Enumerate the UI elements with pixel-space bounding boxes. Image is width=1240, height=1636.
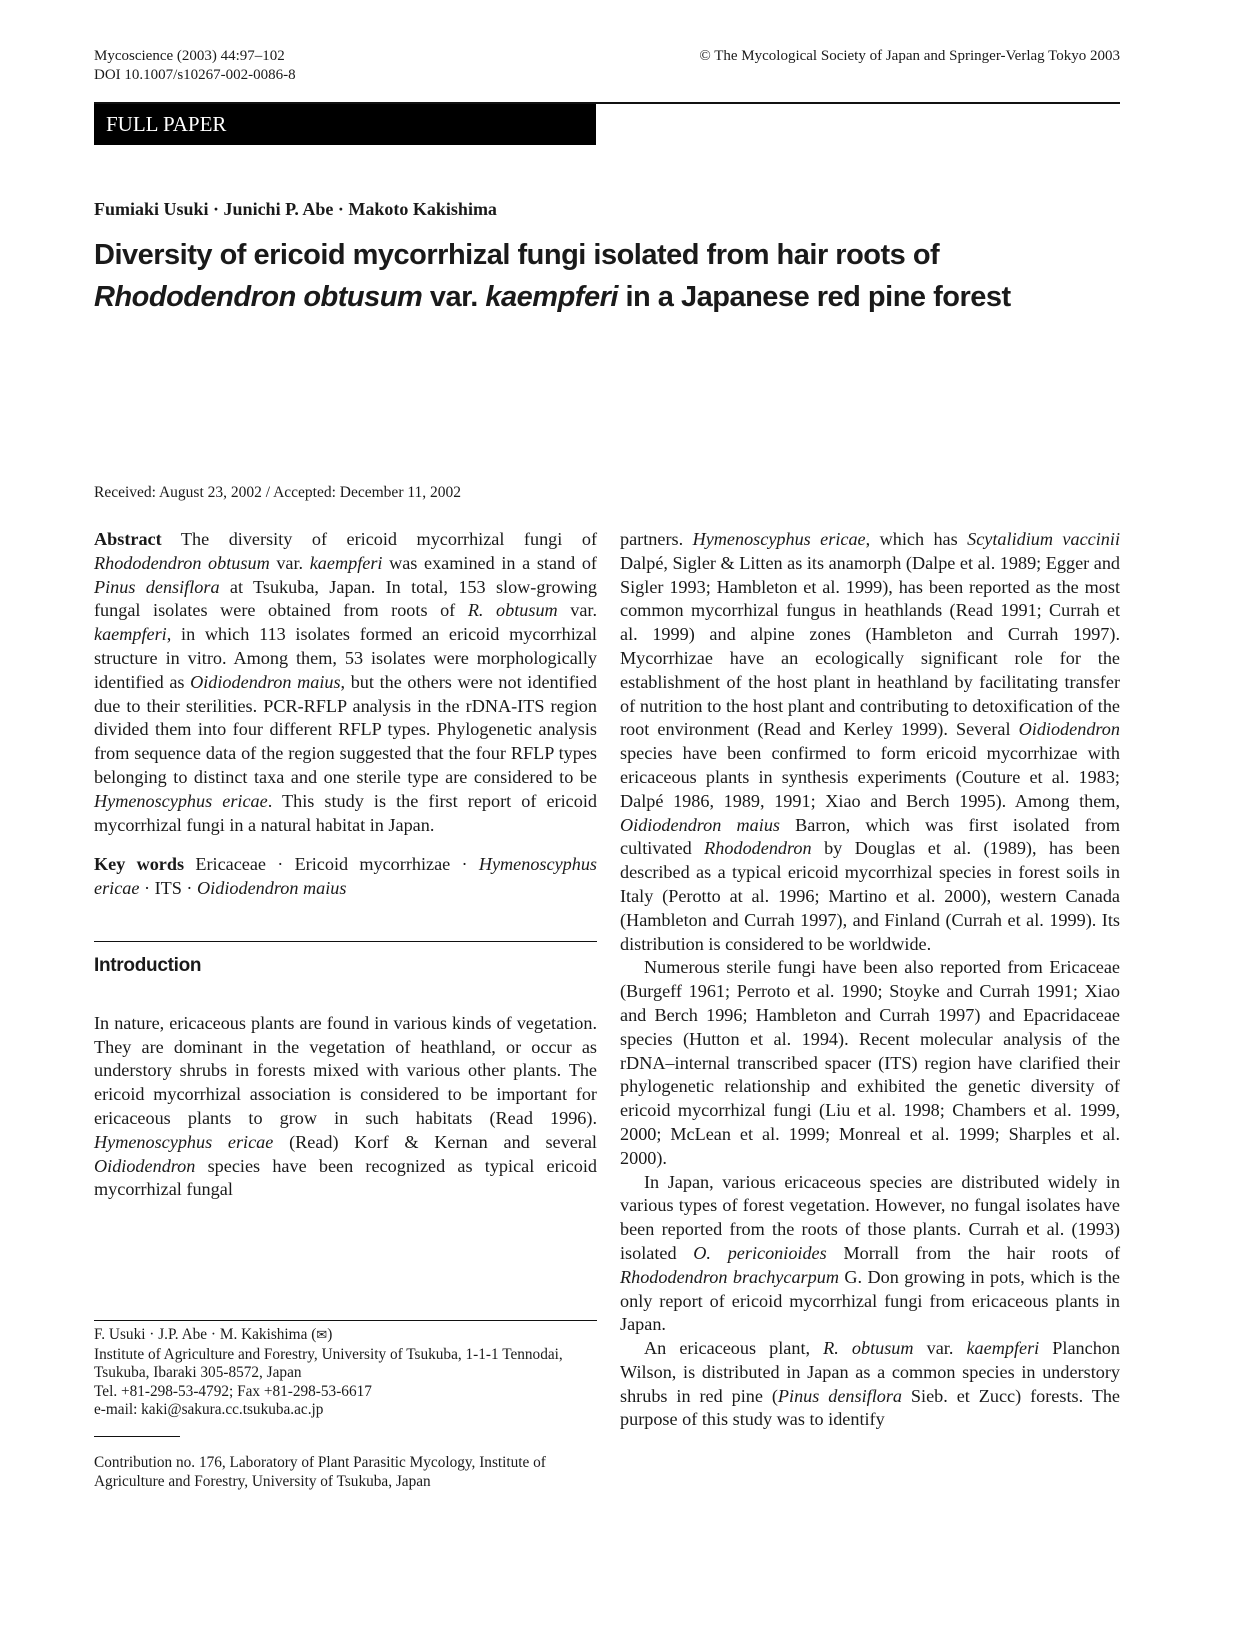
footnote-rule xyxy=(94,1320,597,1321)
contribution-note: Contribution no. 176, Laboratory of Plant Parasitic Mycology, Institute of Agriculture and Forestry, University of Tsukuba, Japan xyxy=(94,1454,546,1490)
affiliation-email[interactable]: e-mail: kaki@sakura.cc.tsukuba.ac.jp xyxy=(94,1401,324,1418)
intro-paragraph-1: In nature, ericaceous plants are found in various kinds of vegetation. They are dominant in the vegetation of heathland, or occur as understory shrubs in forests mixed with various other plants. The ericoid mycorrhizal association is considered to be important for ericaceous plants to grow in such habitats (Read 1996). Hymenoscyphus ericae (Read) Korf & Kernan and several Oidiodendron species have been recognized as typical ericoid mycorrhizal fungal xyxy=(94,1012,597,1200)
paper-title xyxy=(94,234,1124,318)
title-line-2 xyxy=(94,276,1124,318)
author-affiliation xyxy=(94,1326,597,1420)
intro-paragraph-4: An ericaceous plant, R. obtusum var. kaempferi Planchon Wilson, is distributed in Japan as a common species in understory shrubs in red pine (Pinus densiflora Sieb. et Zucc) forests. The purpose of this study was to identify xyxy=(620,1338,1120,1430)
intro-paragraph-2: Numerous sterile fungi have been also reported from Ericaceae (Burgeff 1961; Perroto et al. 1990; Stoyke and Currah 1991; Xiao and Berch 1996; Hambleton and Currah 1997) and Epacridaceae species (Hutton et al. 1994). Recent molecular analysis of the rDNA–internal transcribed spacer (ITS) region have clarified their phylogenetic relationship and exhibited the genetic diversity of ericoid mycorrhizal fungi (Liu et al. 1998; Chambers et al. 1999, 2000; McLean et al. 1999; Monreal et al. 1999; Sharples et al. 2000). xyxy=(620,957,1120,1168)
doi: DOI 10.1007/s10267-002-0086-8 xyxy=(94,67,296,83)
affiliation-names: F. Usuki · J.P. Abe · M. Kakishima (✉) xyxy=(94,1326,333,1343)
article-type-banner: FULL PAPER xyxy=(94,104,596,145)
received-dates: Received: August 23, 2002 / Accepted: December 11, 2002 xyxy=(94,484,462,501)
keywords xyxy=(94,853,597,901)
abstract xyxy=(94,528,597,837)
title-line-1: Diversity of ericoid mycorrhizal fungi isolated from hair roots of xyxy=(94,239,940,271)
title-taxon: Rhododendron obtusum xyxy=(94,281,423,313)
keywords-label: Key words xyxy=(94,854,185,875)
section-rule xyxy=(94,941,597,942)
section-heading-introduction: Introduction xyxy=(94,954,202,976)
contribution-rule xyxy=(94,1436,180,1437)
copyright: © The Mycological Society of Japan and Springer-Verlag Tokyo 2003 xyxy=(699,48,1120,64)
abstract-label: Abstract xyxy=(94,529,162,549)
abstract-text: The diversity of ericoid mycorrhizal fungi of Rhododendron obtusum var. kaempferi was examined in a stand of Pinus densiflora at Tsukuba, Japan. In total, 153 slow-growing fungal isolates were obtained from roots of R. obtusum var. kaempferi, in which 113 isolates formed an ericoid mycorrhizal structure in vitro. Among them, 53 isolates were morphologically identified as Oidiodendron maius, but the others were not identified due to their sterilities. PCR-RFLP analysis in the rDNA-ITS region divided them into four different RFLP types. Phylogenetic analysis from sequence data of the region suggested that the four RFLP types belonging to distinct taxa and one sterile type are considered to be Hymenoscyphus ericae. This study is the first report of ericoid mycorrhizal fungi in a natural habitat in Japan. xyxy=(94,529,598,835)
keywords-text: Ericaceae · Ericoid mycorrhizae · Hymenoscyphus ericae · ITS · Oidiodendron maius xyxy=(94,854,598,899)
left-column xyxy=(94,528,597,1202)
author-list: Fumiaki Usuki · Junichi P. Abe · Makoto Kakishima xyxy=(94,199,497,219)
affiliation-phone: Tel. +81-298-53-4792; Fax +81-298-53-6617 xyxy=(94,1382,372,1400)
envelope-icon: ✉ xyxy=(316,1328,328,1343)
right-column xyxy=(620,528,1120,1432)
intro-paragraph-1-cont: partners. Hymenoscyphus ericae, which has Scytalidium vaccinii Dalpé, Sigler & Litten as its anamorph (Dalpe et al. 1989; Egger and Sigler 1993; Hambleton et al. 1999), has been reported as the most common mycorrhizal fungus in heathlands (Read 1991; Currah et al. 1999) and alpine zones (Hambleton and Currah 1997). Mycorrhizae have an ecologically significant role for the establishment of the host plant in heathland by facilitating transfer of nutrition to the host plant and contributing to detoxification of the root environment (Read and Kerley 1999). Several Oidiodendron species have been confirmed to form ericoid mycorrhizae with ericaceous plants in synthesis experiments (Couture et al. 1983; Dalpé 1986, 1989, 1991; Xiao and Berch 1995). Among them, Oidiodendron maius Barron, which was first isolated from cultivated Rhododendron by Douglas et al. (1989), has been described as a typical ericoid mycorrhizal species in forest soils in Italy (Perotto at al. 1996; Martino et al. 2000), western Canada (Hambleton and Currah 1997), and Finland (Currah et al. 1999). Its distribution is considered to be worldwide. xyxy=(620,529,1121,954)
journal-header xyxy=(94,47,514,85)
journal-citation: Mycoscience (2003) 44:97–102 xyxy=(94,48,285,64)
title-end: in a Japanese red pine forest xyxy=(617,281,1011,313)
title-var: var. xyxy=(422,281,486,313)
affiliation-institute: Institute of Agriculture and Forestry, University of Tsukuba, 1-1-1 Tennodai, Tsukuba, Ibaraki 305-8572, Japan xyxy=(94,1345,563,1381)
intro-paragraph-3: In Japan, various ericaceous species are distributed widely in various types of forest vegetation. However, no fungal isolates have been reported from the roots of those plants. Currah et al. (1993) isolated O. periconioides Morrall from the hair roots of Rhododendron brachycarpum G. Don growing in pots, which is the only report of ericoid mycorrhizal fungi from ericaceous plants in Japan. xyxy=(620,1171,1120,1335)
title-variety: kaempferi xyxy=(485,281,618,313)
